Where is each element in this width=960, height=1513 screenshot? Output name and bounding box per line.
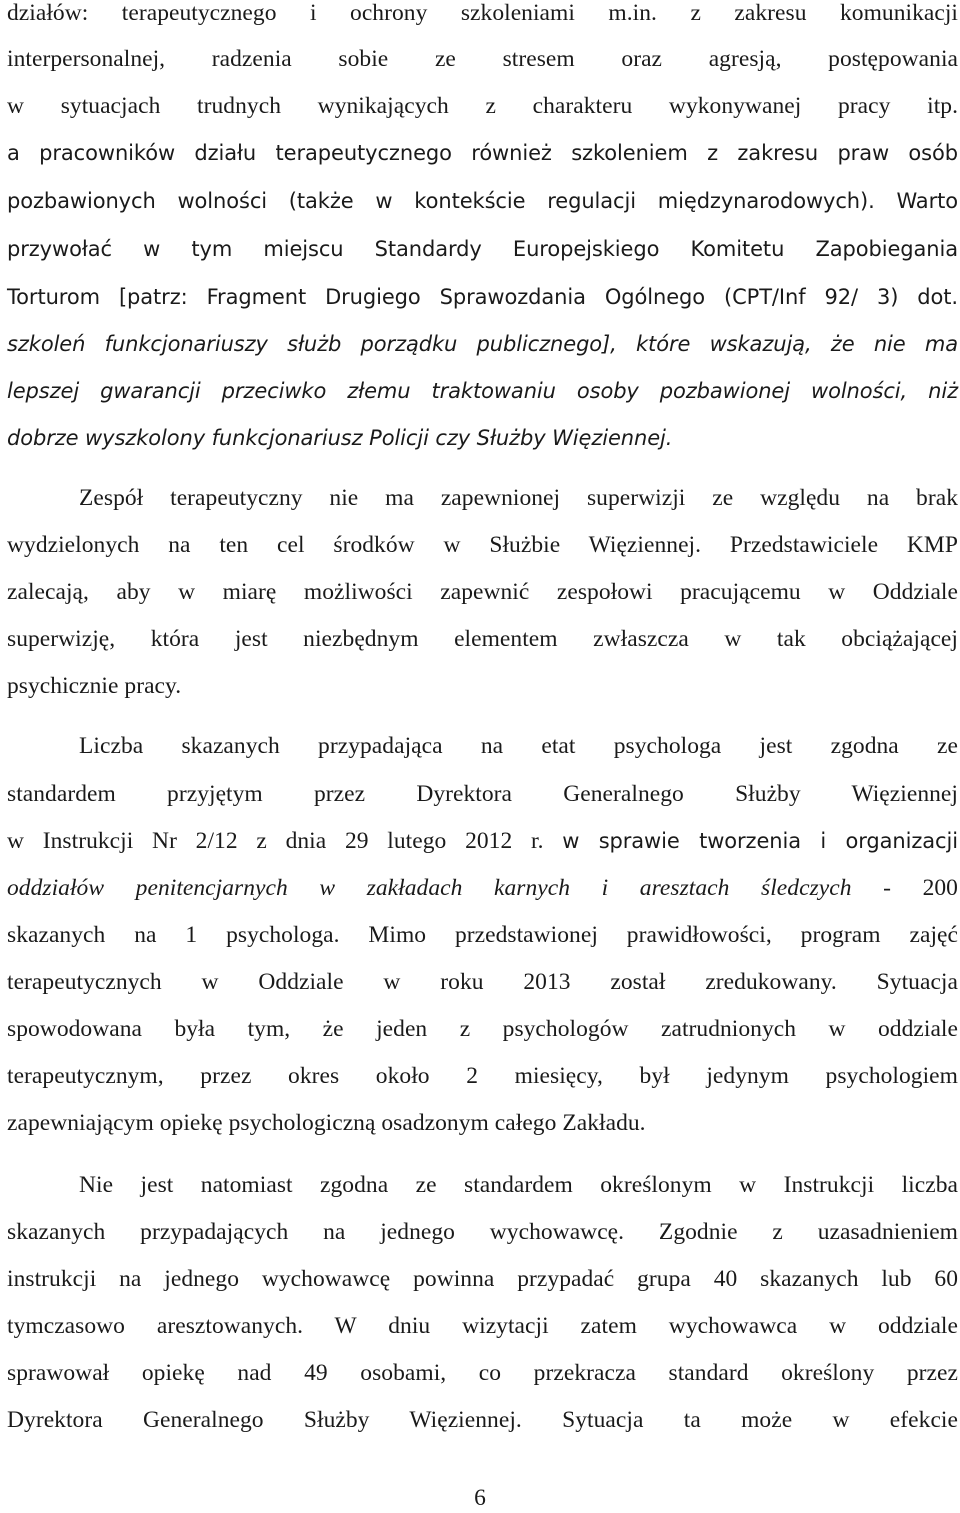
- text-line: wydzielonych na ten cel środków w Służbie Więziennej. Przedstawiciele KMP: [7, 532, 958, 558]
- text-line: Zespół terapeutyczny nie ma zapewnionej superwizji ze względu na brak: [79, 485, 958, 511]
- quote-line: lepszej gwarancji przeciwko złemu traktowaniu osoby pozbawionej wolności, niż: [7, 379, 958, 403]
- text-line: terapeutycznych w Oddziale w roku 2013 został zredukowany. Sytuacja: [7, 969, 958, 995]
- text-line: Nie jest natomiast zgodna ze standardem określonym w Instrukcji liczba: [79, 1172, 958, 1198]
- text-line: zapewniającym opiekę psychologiczną osadzonym całego Zakładu.: [7, 1110, 646, 1136]
- text-segment: - 200: [883, 875, 958, 901]
- text-line: Dyrektora Generalnego Służby Więziennej. Sytuacja ta może w efekcie: [7, 1407, 958, 1433]
- text-line: zalecają, aby w miarę możliwości zapewnić zespołowi pracującemu w Oddziale: [7, 579, 958, 605]
- text-line: a pracowników działu terapeutycznego również szkoleniem z zakresu praw osób: [7, 141, 958, 165]
- page-number: 6: [474, 1485, 486, 1511]
- text-segment-italic: oddziałów penitencjarnych w zakładach karnych i aresztach śledczych: [7, 875, 852, 901]
- text-line: psychicznie pracy.: [7, 673, 182, 699]
- text-line: sprawował opiekę nad 49 osobami, co przekracza standard określony przez: [7, 1360, 958, 1386]
- text-line: terapeutycznym, przez okres około 2 miesięcy, był jedynym psychologiem: [7, 1063, 958, 1089]
- text-line: [7, 868, 958, 908]
- text-line: Liczba skazanych przypadająca na etat psychologa jest zgodna ze: [79, 733, 958, 759]
- quote-line: dobrze wyszkolony funkcjonariusz Policji czy Służby Więziennej.: [7, 426, 673, 450]
- text-segment-sans: w sprawie tworzenia i organizacji: [562, 829, 958, 853]
- text-line: pozbawionych wolności (także w kontekście regulacji międzynarodowych). Warto: [7, 189, 958, 213]
- text-line: spowodowana była tym, że jeden z psychologów zatrudnionych w oddziale: [7, 1016, 958, 1042]
- text-line: skazanych przypadających na jednego wychowawcę. Zgodnie z uzasadnieniem: [7, 1219, 958, 1245]
- text-line: interpersonalnej, radzenia sobie ze stresem oraz agresją, postępowania: [7, 46, 958, 72]
- text-segment: w Instrukcji Nr 2/12 z dnia 29 lutego 2012 r.: [7, 828, 544, 854]
- quote-line: szkoleń funkcjonariuszy służb porządku publicznego], które wskazują, że nie ma: [7, 332, 958, 356]
- text-line: w sytuacjach trudnych wynikających z charakteru wykonywanej pracy itp.: [7, 93, 958, 119]
- text-line: Torturom [patrz: Fragment Drugiego Sprawozdania Ogólnego (CPT/Inf 92/ 3) dot.: [7, 285, 958, 309]
- text-line: tymczasowo aresztowanych. W dniu wizytacji zatem wychowawca w oddziale: [7, 1313, 958, 1339]
- text-line: standardem przyjętym przez Dyrektora Generalnego Służby Więziennej: [7, 781, 958, 807]
- text-line: działów: terapeutycznego i ochrony szkoleniami m.in. z zakresu komunikacji: [7, 0, 958, 26]
- text-line: instrukcji na jednego wychowawcę powinna przypadać grupa 40 skazanych lub 60: [7, 1266, 958, 1292]
- text-line: superwizję, która jest niezbędnym elementem zwłaszcza w tak obciążającej: [7, 626, 958, 652]
- text-line: [7, 821, 958, 861]
- text-line: przywołać w tym miejscu Standardy Europejskiego Komitetu Zapobiegania: [7, 237, 958, 261]
- text-line: skazanych na 1 psychologa. Mimo przedstawionej prawidłowości, program zajęć: [7, 922, 958, 948]
